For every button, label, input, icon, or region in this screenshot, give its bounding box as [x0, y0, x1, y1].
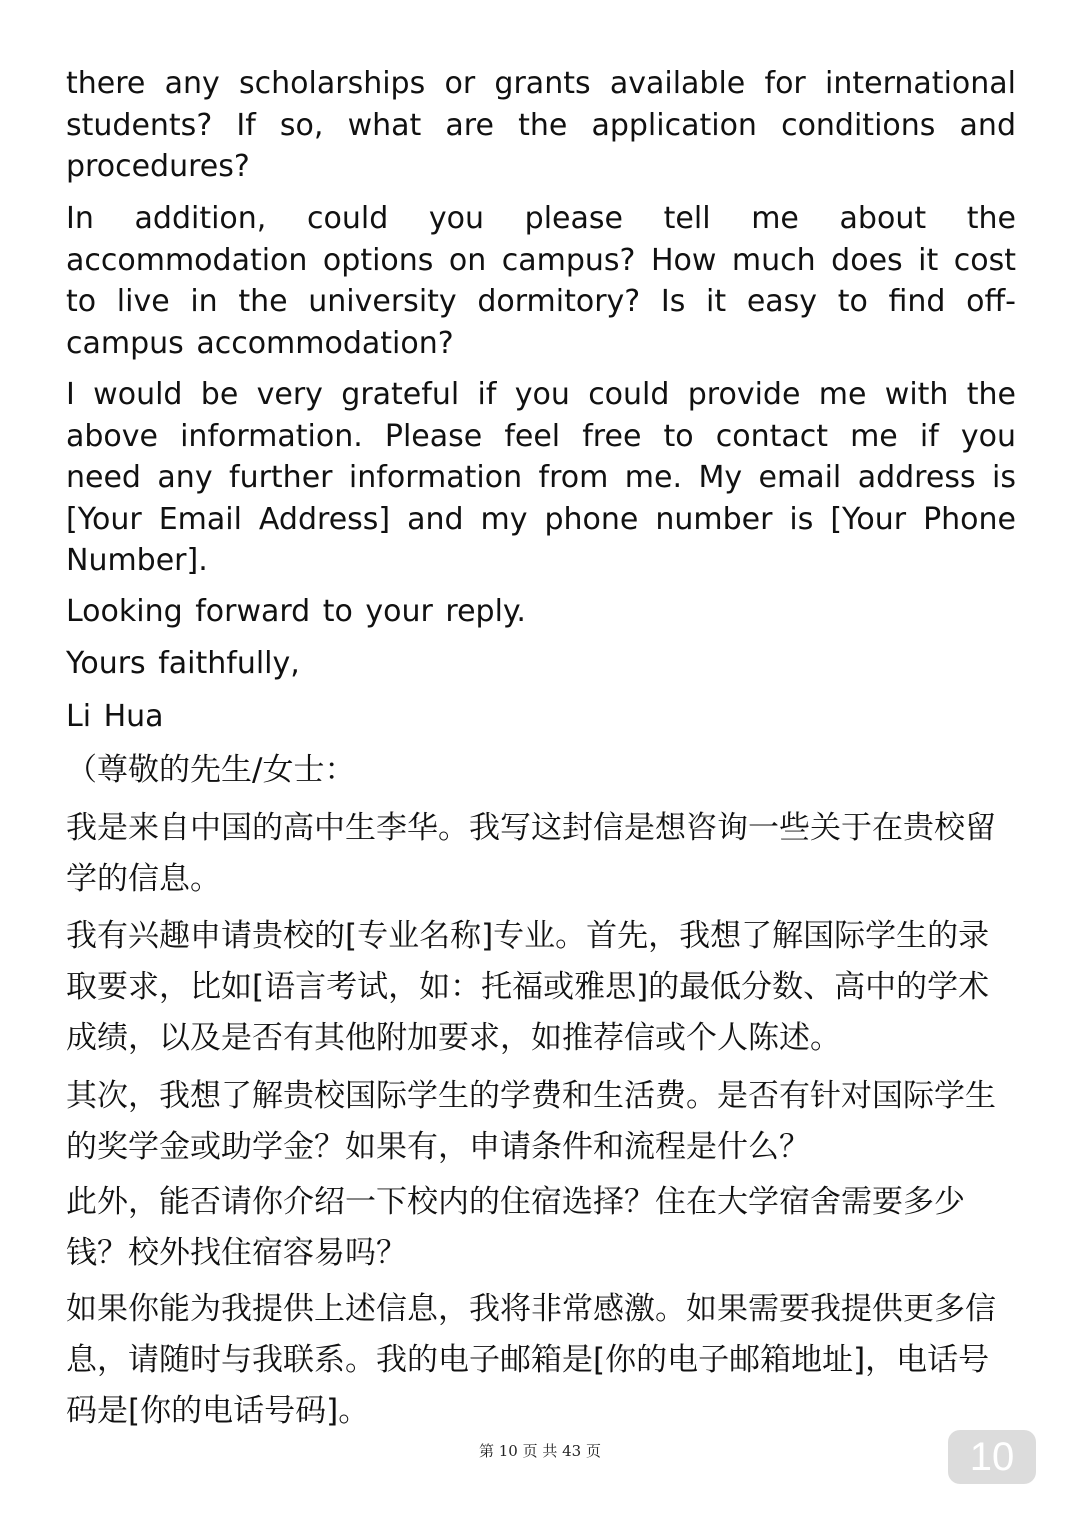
- english-paragraph-accommodation: In addition, could you please tell me about the accommodation options on campus? How much does it cost to live in the university dormitory? Is it easy to find off-campus accommodation?: [66, 201, 1016, 361]
- english-signoff: Yours faithfully,: [66, 646, 300, 681]
- english-signature-name: Li Hua: [66, 699, 164, 734]
- english-paragraph-scholarships: there any scholarships or grants available for international students? If so, what are the application conditions and procedures?: [66, 66, 1016, 184]
- chinese-salutation: （尊敬的先生/女士：: [66, 752, 356, 788]
- english-closing: Looking forward to your reply.: [66, 594, 526, 629]
- chinese-paragraph-contact: 如果你能为我提供上述信息，我将非常感激。如果需要我提供更多信息，请随时与我联系。我的电子邮箱是[你的电子邮箱地址]，电话号码是[你的电话号码]。: [66, 1291, 996, 1429]
- english-paragraph-contact: I would be very grateful if you could provide me with the above information. Please feel free to contact me if you need any further information from me. My email address is [Your Email Address] and my phone number is [Your Phone Number].: [66, 377, 1016, 578]
- chinese-paragraph-intro: 我是来自中国的高中生李华。我写这封信是想咨询一些关于在贵校留学的信息。: [66, 810, 996, 897]
- chinese-paragraph-fees: 其次，我想了解贵校国际学生的学费和生活费。是否有针对国际学生的奖学金或助学金？如果有，申请条件和流程是什么？: [66, 1078, 996, 1165]
- page-number-label: 第 10 页 共 43 页: [478, 1442, 601, 1460]
- chinese-paragraph-accommodation: 此外，能否请你介绍一下校内的住宿选择？住在大学宿舍需要多少钱？校外找住宿容易吗？: [66, 1184, 965, 1271]
- page-number-badge: 10: [948, 1430, 1036, 1484]
- chinese-paragraph-requirements: 我有兴趣申请贵校的[专业名称]专业。首先，我想了解国际学生的录取要求，比如[语言考试，如：托福或雅思]的最低分数、高中的学术成绩，以及是否有其他附加要求，如推荐信或个人陈述。: [66, 918, 990, 1056]
